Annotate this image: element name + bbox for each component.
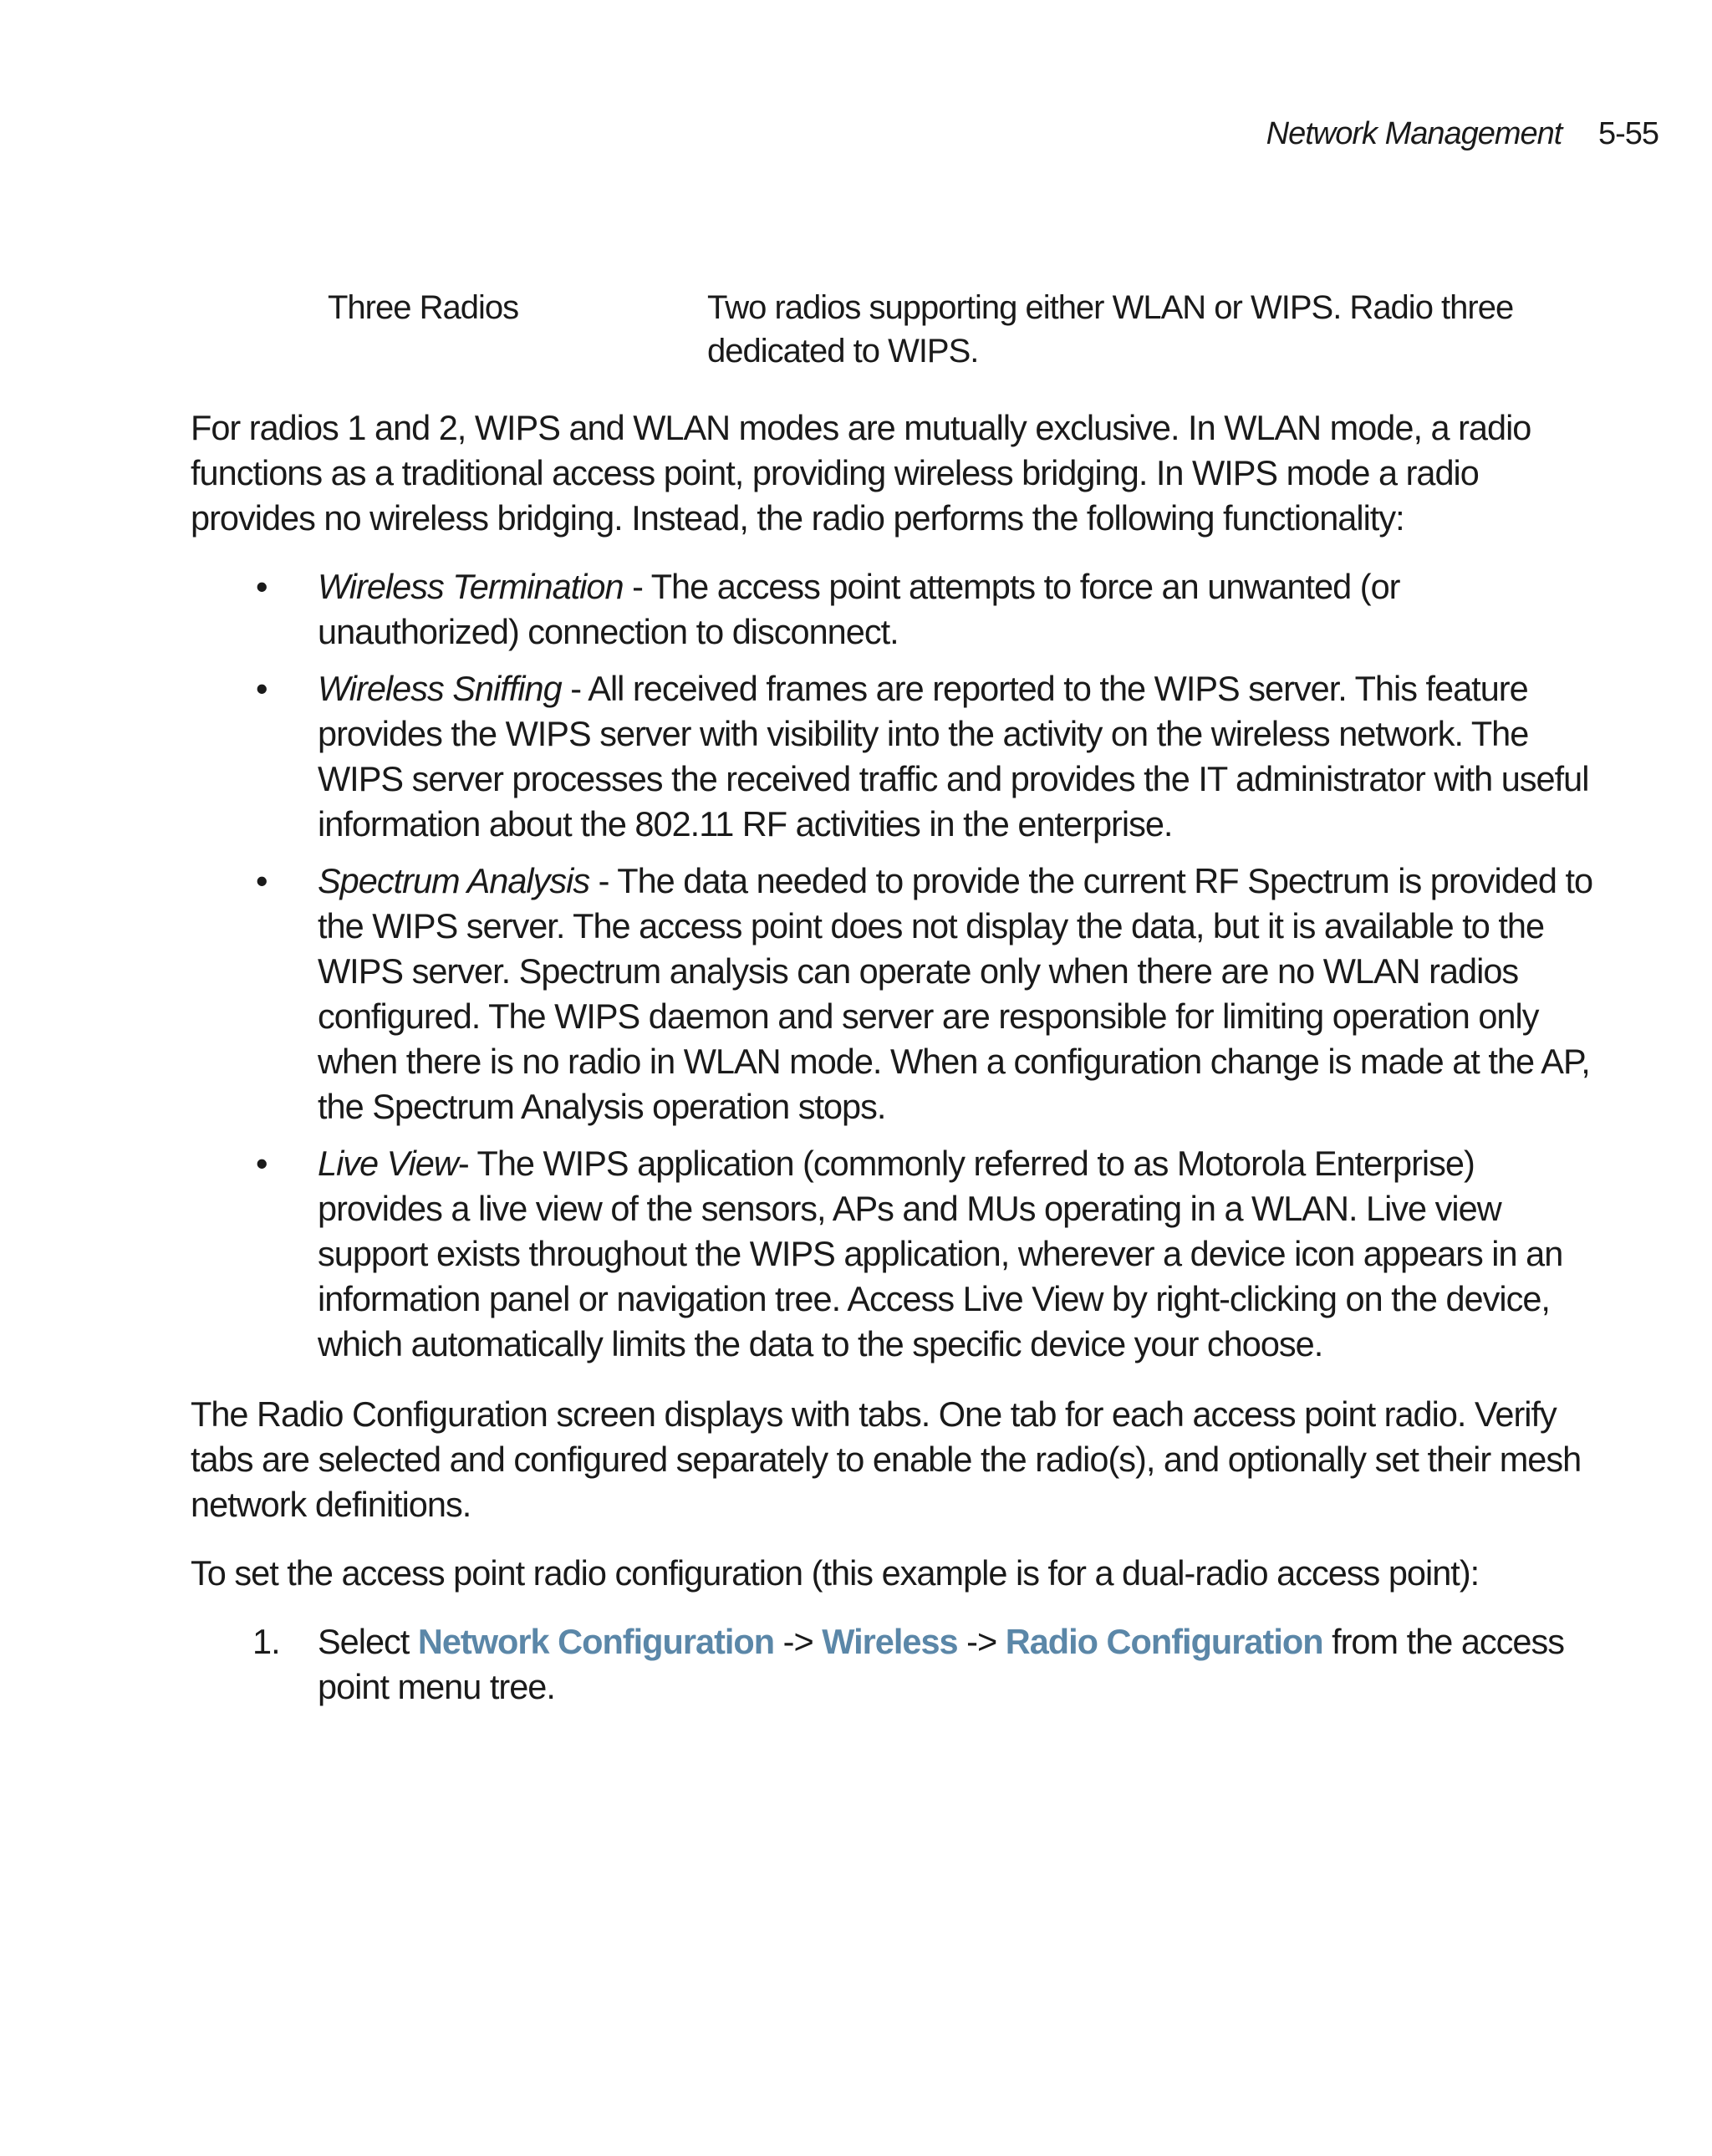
intro-paragraph: For radios 1 and 2, WIPS and WLAN modes are mutually exclusive. In WLAN mode, a radio functions as a traditional access point, providing wireless bridging. In WIPS mode a radio provides no wireless bridging. Instead, the radio performs the following functionality: [191,408,1531,538]
step-item [191,1619,1595,1710]
table-term-cell: Three Radios [328,289,519,326]
list-item [191,564,1595,655]
functionality-list [191,564,1595,1367]
menu-path-wireless: Wireless [822,1622,958,1661]
bullet-term: Live View [318,1144,458,1183]
bullet-text: - The WIPS application (commonly referred to as Motorola Enterprise) provides a live view of the sensors, APs and MUs operating in a WLAN. Live view support exists throughout the WIPS application, wherever a device icon appears in an information panel or navigation tree. Access Live View by right-clicking on the device, which automatically limits the data to the specific device your choose. [318,1144,1563,1363]
body-content [191,405,1595,1710]
bullet-term: Wireless Termination [318,567,624,606]
menu-separator: -> [774,1622,823,1661]
menu-path-network-configuration: Network Configuration [417,1622,775,1661]
bullet-text: - All received frames are reported to the WIPS server. This feature provides the WIPS server with visibility into the activity on the wireless network. The WIPS server processes the received traffic and provides the IT administrator with useful information about the 802.11 RF activities in the enterprise. [318,669,1589,844]
bullet-term: Spectrum Analysis [318,861,590,900]
menu-separator: -> [957,1622,1006,1661]
procedure-intro: To set the access point radio configuration (this example is for a dual-radio access point): [191,1553,1480,1593]
bullet-icon: • [256,1144,268,1183]
bullet-term: Wireless Sniffing [318,669,562,708]
step-suffix: from the access point menu tree. [318,1622,1564,1706]
bullet-text: - The access point attempts to force an unwanted (or unauthorized) connection to disconnect. [318,567,1400,651]
list-item [191,859,1595,1129]
list-item [191,666,1595,847]
bullet-icon: • [256,567,268,606]
section-title: Network Management [1266,116,1562,151]
step-number: 1. [252,1622,280,1661]
table-description-cell: Two radios supporting either WLAN or WIPS. Radio three dedicated to WIPS. [707,289,1514,370]
list-item [191,1141,1595,1367]
procedure-steps [191,1619,1595,1710]
bullet-icon: • [256,861,268,900]
bullet-icon: • [256,669,268,708]
tabs-paragraph: The Radio Configuration screen displays with tabs. One tab for each access point radio. Verify tabs are selected and configured separately to enable the radio(s), and optionally set their mesh network definitions. [191,1394,1582,1524]
page-header [1266,115,1658,152]
step-prefix: Select [318,1622,418,1661]
menu-path-radio-configuration: Radio Configuration [1005,1622,1323,1661]
page-number: 5-55 [1597,116,1658,151]
bullet-text: - The data needed to provide the current RF Spectrum is provided to the WIPS server. The access point does not display the data, but it is available to the WIPS server. Spectrum analysis can operate only when there are no WLAN radios configured. The WIPS daemon and server are responsible for limiting operation only when there is no radio in WLAN mode. When a configuration change is made at the AP, the Spectrum Analysis operation stops. [318,861,1593,1126]
